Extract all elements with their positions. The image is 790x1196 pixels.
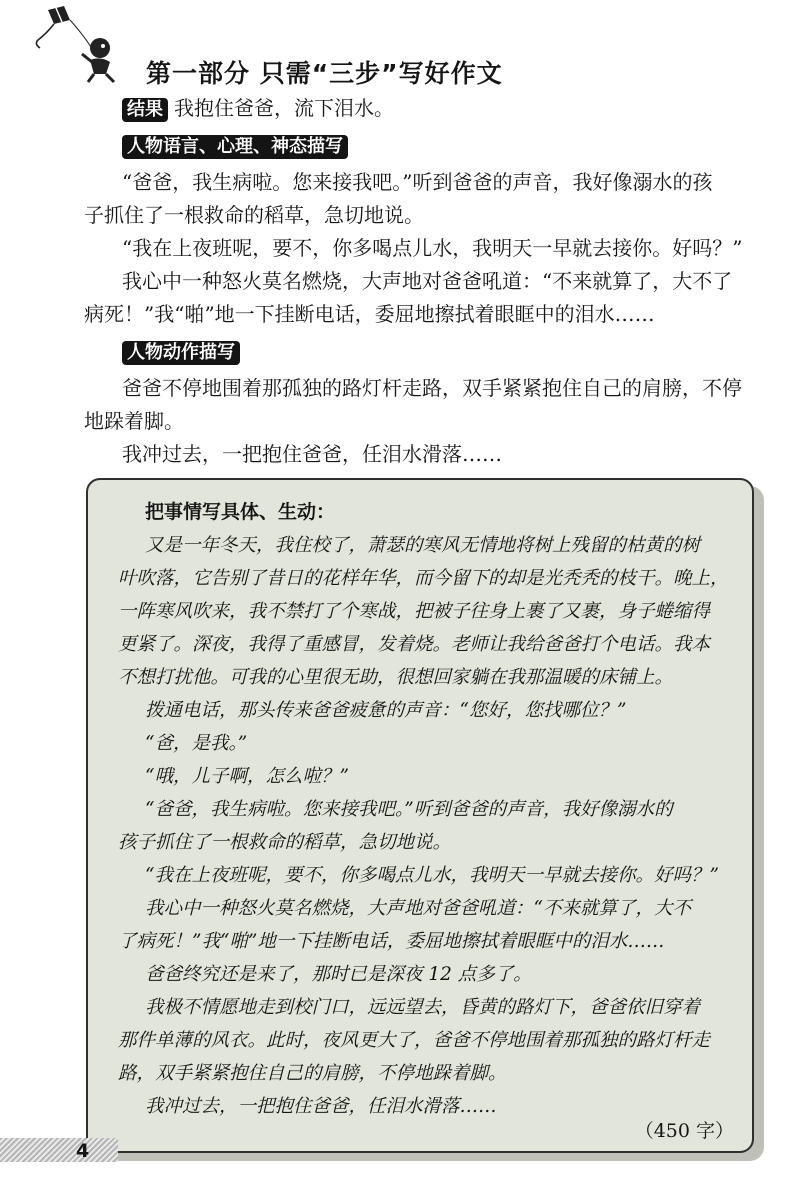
essay-line: “哦，儿子啊，怎么啦？” — [145, 766, 349, 787]
result-tag: 结果 — [122, 98, 168, 122]
essay-line: 更紧了。深夜，我得了重感冒，发着烧。老师让我给爸爸打个电话。我本 — [118, 634, 711, 655]
section-header — [28, 4, 768, 88]
section-title: 第一部分 只需“三步”写好作文 — [146, 59, 503, 88]
word-count: （450 字） — [634, 1120, 734, 1142]
model-essay-box — [86, 478, 754, 1153]
action-heading — [84, 335, 774, 368]
essay-line: 爸爸终究还是来了，那时已是深夜 12 点多了。 — [145, 964, 532, 985]
essay-line: 拨通电话，那头传来爸爸疲惫的声音：“您好，您找哪位？” — [145, 700, 627, 721]
paragraph-line: 爸爸不停地围着那孤独的路灯杆走路，双手紧紧抱住自己的肩膀，不停 — [122, 376, 742, 400]
kite-flying-kid-icon — [28, 4, 128, 84]
paragraph-line: 子抓住了一根救命的稻草，急切地说。 — [84, 203, 424, 227]
essay-line: 叶吹落，它告别了昔日的花样年华，而今留下的却是光秃秃的枝干。晚上， — [118, 568, 729, 589]
essay-line: 孩子抓住了一根救命的稻草，急切地说。 — [118, 832, 452, 853]
essay-line: 一阵寒风吹来，我不禁打了个寒战，把被子往身上裹了又裹，身子蜷缩得 — [118, 601, 711, 622]
top-analysis — [84, 88, 774, 471]
essay-line: 我心中一种怒火莫名燃烧，大声地对爸爸吼道：“不来就算了，大不 — [145, 898, 691, 919]
paragraph-line: 我冲过去，一把抱住爸爸，任泪水滑落…… — [122, 442, 502, 466]
paragraph-line: 病死！”我“啪”地一下挂断电话，委屈地擦拭着眼眶中的泪水…… — [84, 302, 655, 326]
essay-line: 我极不情愿地走到校门口，远远望去，昏黄的路灯下，爸爸依旧穿着 — [145, 997, 701, 1018]
speech-heading — [84, 129, 774, 162]
paragraph-line: 地跺着脚。 — [84, 409, 184, 433]
paragraph-line: 我心中一种怒火莫名燃烧，大声地对爸爸吼道：“不来就算了，大不了 — [122, 269, 733, 293]
essay-line: 不想打扰他。可我的心里很无助，很想回家躺在我那温暖的床铺上。 — [118, 667, 674, 688]
essay-lines — [118, 529, 743, 1123]
essay-line: 那件单薄的风衣。此时，夜风更大了，爸爸不停地围着那孤独的路灯杆走 — [118, 1030, 711, 1051]
essay-title: 把事情写具体、生动： — [145, 501, 336, 523]
essay-line: “爸爸，我生病啦。您来接我吧。”听到爸爸的声音，我好像溺水的 — [145, 799, 673, 820]
result-text: 我抱住爸爸，流下泪水。 — [174, 96, 394, 120]
page-number-bar — [0, 1138, 118, 1162]
essay-line: 又是一年冬天，我住校了，萧瑟的寒风无情地将树上残留的枯黄的树 — [145, 535, 701, 556]
essay-line: “爸，是我。” — [145, 733, 248, 754]
essay-line: 路，双手紧紧抱住自己的肩膀，不停地跺着脚。 — [118, 1063, 507, 1084]
speech-tag: 人物语言、心理、神态描写 — [122, 135, 348, 159]
page-number: 4 — [76, 1140, 90, 1162]
paragraph-line: “爸爸，我生病啦。您来接我吧。”听到爸爸的声音，我好像溺水的孩 — [122, 170, 713, 194]
essay-body — [118, 496, 743, 1123]
paragraph-line: “我在上夜班呢，要不，你多喝点儿水，我明天一早就去接你。好吗？” — [122, 236, 743, 260]
essay-line: 了病死！”我“啪”地一下挂断电话，委屈地擦拭着眼眶中的泪水…… — [118, 931, 665, 952]
essay-line: 我冲过去，一把抱住爸爸，任泪水滑落…… — [145, 1096, 497, 1117]
action-tag: 人物动作描写 — [122, 341, 240, 365]
result-line — [84, 92, 774, 125]
essay-line: “我在上夜班呢，要不，你多喝点儿水，我明天一早就去接你。好吗？” — [145, 865, 719, 886]
